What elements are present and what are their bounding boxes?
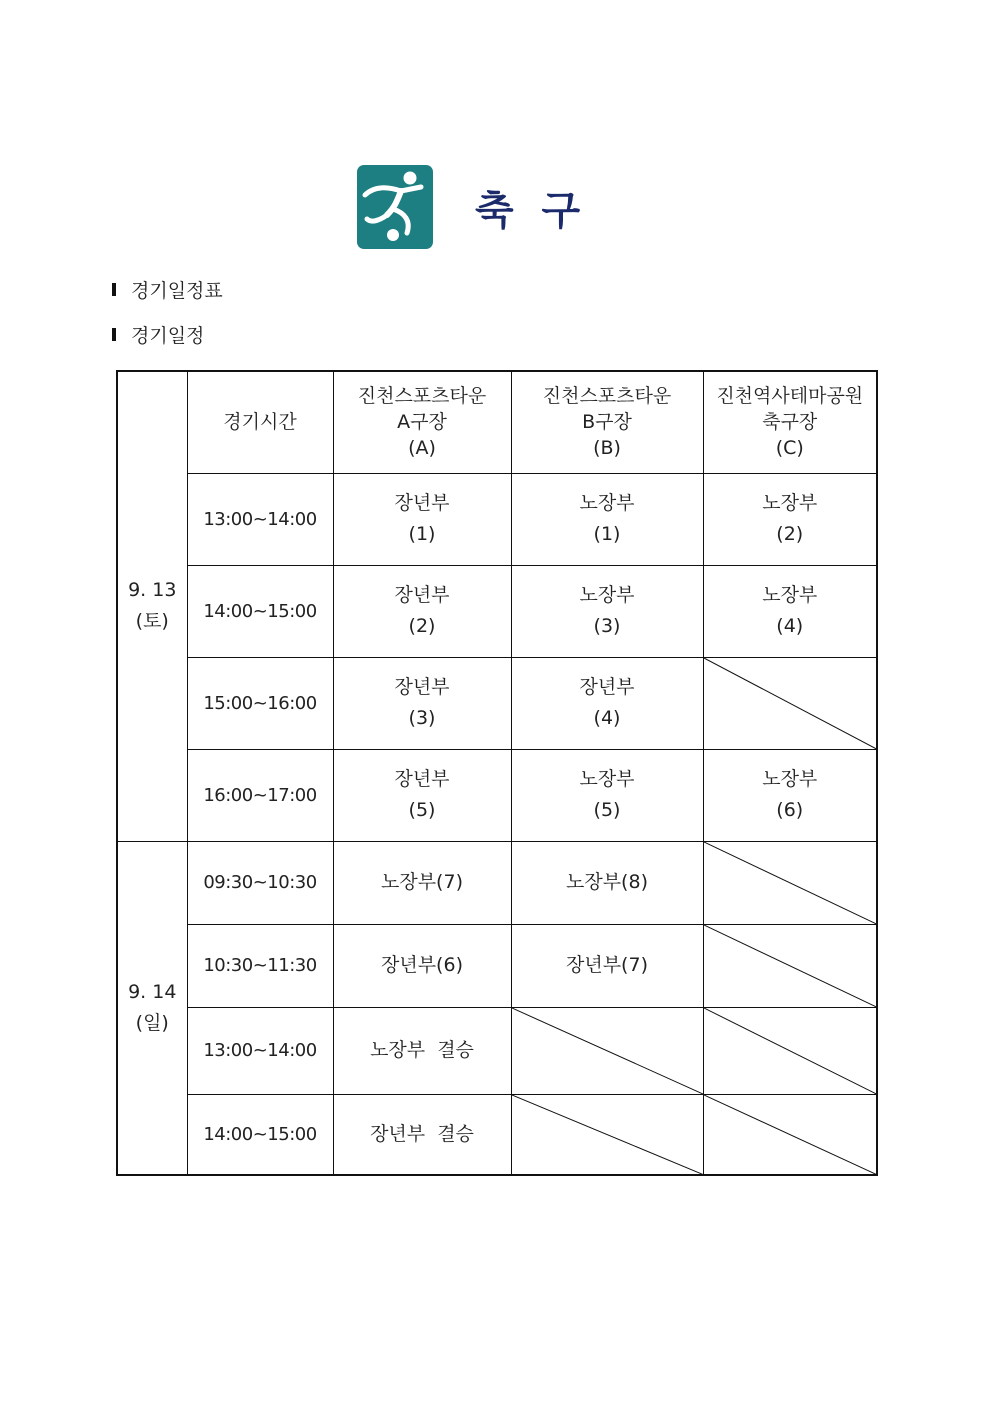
match-cell: 장년부 결승 bbox=[333, 1094, 511, 1175]
time-cell: 09:30~10:30 bbox=[187, 841, 333, 924]
table-row bbox=[117, 1007, 877, 1094]
match-cell: 노장부 (4) bbox=[703, 565, 877, 657]
table-row bbox=[117, 841, 877, 924]
heading-label: 경기일정 bbox=[131, 325, 205, 347]
diagonal-slash-icon bbox=[704, 658, 877, 749]
time-cell: 15:00~16:00 bbox=[187, 657, 333, 749]
match-cell: 노장부 (6) bbox=[703, 749, 877, 841]
empty-cell bbox=[703, 924, 877, 1007]
diagonal-slash-icon bbox=[704, 1095, 877, 1175]
match-cell: 노장부 (1) bbox=[511, 473, 703, 565]
bullet-bar-icon bbox=[112, 328, 116, 341]
table-row bbox=[117, 1094, 877, 1175]
match-cell: 장년부 (4) bbox=[511, 657, 703, 749]
match-cell: 노장부 (2) bbox=[703, 473, 877, 565]
match-cell: 장년부 (1) bbox=[333, 473, 511, 565]
diagonal-slash-icon bbox=[704, 842, 877, 924]
schedule-table bbox=[116, 370, 878, 1176]
time-cell: 13:00~14:00 bbox=[187, 473, 333, 565]
table-row bbox=[117, 657, 877, 749]
empty-cell bbox=[703, 657, 877, 749]
soccer-pictogram-icon bbox=[357, 165, 433, 249]
date: 9. 13 bbox=[128, 579, 177, 602]
match-cell: 장년부 (5) bbox=[333, 749, 511, 841]
time-cell: 10:30~11:30 bbox=[187, 924, 333, 1007]
match-cell: 장년부 (2) bbox=[333, 565, 511, 657]
time-header: 경기시간 bbox=[187, 371, 333, 473]
match-cell: 노장부 (3) bbox=[511, 565, 703, 657]
diagonal-slash-icon bbox=[704, 1008, 877, 1094]
table-row bbox=[117, 924, 877, 1007]
match-cell: 노장부(7) bbox=[333, 841, 511, 924]
venue-header-a: 진천스포츠타운 A구장 (A) bbox=[333, 371, 511, 473]
table-row bbox=[117, 473, 877, 565]
time-cell: 14:00~15:00 bbox=[187, 565, 333, 657]
empty-cell bbox=[703, 1094, 877, 1175]
time-cell: 16:00~17:00 bbox=[187, 749, 333, 841]
weekday: (토) bbox=[135, 610, 169, 633]
table-row bbox=[117, 565, 877, 657]
heading-label: 경기일정표 bbox=[131, 280, 223, 302]
bullet-bar-icon bbox=[112, 283, 116, 296]
diagonal-slash-icon bbox=[512, 1095, 703, 1175]
time-cell: 14:00~15:00 bbox=[187, 1094, 333, 1175]
diagonal-slash-icon bbox=[704, 925, 877, 1007]
empty-cell bbox=[703, 841, 877, 924]
empty-cell bbox=[511, 1094, 703, 1175]
table-row bbox=[117, 749, 877, 841]
match-cell: 노장부(8) bbox=[511, 841, 703, 924]
header-row bbox=[117, 371, 877, 473]
match-cell: 장년부(7) bbox=[511, 924, 703, 1007]
date-cell bbox=[117, 371, 187, 841]
date: 9. 14 bbox=[128, 980, 177, 1003]
section-heading-schedule bbox=[112, 321, 204, 348]
weekday: (일) bbox=[135, 1011, 169, 1034]
empty-cell bbox=[511, 1007, 703, 1094]
match-cell: 장년부 (3) bbox=[333, 657, 511, 749]
match-cell: 노장부 결승 bbox=[333, 1007, 511, 1094]
time-cell: 13:00~14:00 bbox=[187, 1007, 333, 1094]
section-heading-schedule-table bbox=[112, 276, 223, 303]
empty-cell bbox=[703, 1007, 877, 1094]
page-title: 축 구 bbox=[475, 188, 581, 234]
header bbox=[357, 165, 657, 249]
venue-header-c: 진천역사테마공원 축구장 (C) bbox=[703, 371, 877, 473]
date-cell bbox=[117, 841, 187, 1175]
match-cell: 노장부 (5) bbox=[511, 749, 703, 841]
diagonal-slash-icon bbox=[512, 1008, 703, 1094]
match-cell: 장년부(6) bbox=[333, 924, 511, 1007]
venue-header-b: 진천스포츠타운 B구장 (B) bbox=[511, 371, 703, 473]
